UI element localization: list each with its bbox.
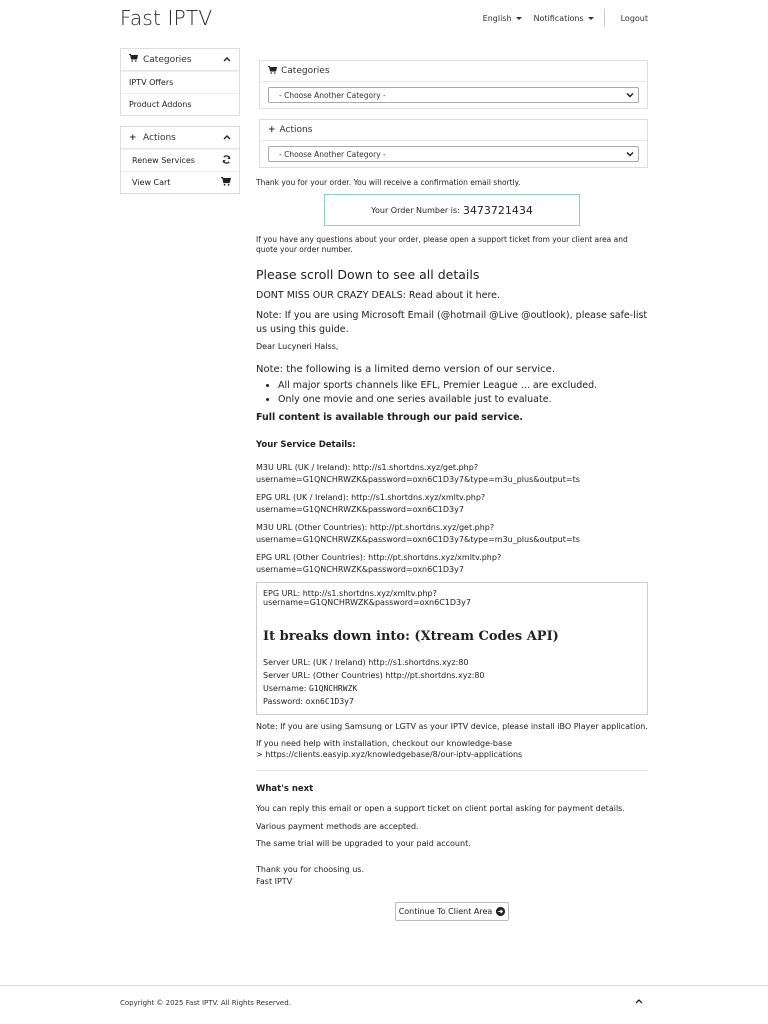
full-content-text: Full content is available through our paid service. bbox=[256, 412, 524, 423]
server-url-other: Server URL: (Other Countries) http://pt.shortdns.xyz:80 bbox=[263, 671, 485, 680]
footer bbox=[0, 985, 768, 1024]
thanks-text: Thank you for choosing us. bbox=[256, 865, 365, 874]
sidebar-item-view-cart[interactable] bbox=[121, 171, 239, 193]
xtream-codes-box bbox=[256, 582, 648, 715]
cart-icon bbox=[129, 54, 139, 65]
chevron-up-icon[interactable] bbox=[223, 133, 231, 142]
cart-icon bbox=[221, 177, 231, 189]
chevron-up-icon[interactable] bbox=[223, 55, 231, 64]
m3u-url-uk: M3U URL (UK / Ireland): http://s1.shortdns.xyz/get.php?username=G1QNCHRWZK&password=oxn6C1D3y7&type=m3u_plus&output=ts bbox=[256, 463, 580, 484]
actions-panel-title: Actions bbox=[279, 125, 313, 135]
username-value: G1QNCHRWZK bbox=[309, 684, 358, 693]
language-label: English bbox=[482, 13, 512, 23]
epg-url-other: EPG URL (Other Countries): http://pt.shortdns.xyz/xmltv.php?username=G1QNCHRWZK&password=oxn6C1D3y7 bbox=[256, 553, 502, 574]
knowledge-base-link[interactable]: > https://clients.easyip.xyz/knowledgebase/8/our-iptv-applications bbox=[256, 750, 523, 759]
refresh-icon bbox=[222, 155, 231, 167]
order-number-box bbox=[324, 194, 580, 226]
sidebar bbox=[120, 48, 240, 204]
chevron-up-icon[interactable] bbox=[635, 997, 643, 1006]
scroll-heading: Please scroll Down to see all details bbox=[256, 267, 480, 282]
action-select-value: - Choose Another Category - bbox=[279, 149, 386, 159]
epg-url-uk: EPG URL (UK / Ireland): http://s1.shortdns.xyz/xmltv.php?username=G1QNCHRWZK&password=oxn6C1D3y7 bbox=[256, 493, 486, 514]
copyright-text: Copyright © 2025 Fast IPTV. All Rights Reserved. bbox=[120, 999, 291, 1007]
sidebar-item-product-addons[interactable] bbox=[121, 93, 239, 115]
demo-limitations-list bbox=[278, 379, 648, 407]
plus-icon: + bbox=[268, 125, 276, 135]
sidebar-item-label: IPTV Offers bbox=[129, 78, 174, 87]
sidebar-item-label: Renew Services bbox=[132, 156, 195, 165]
categories-panel bbox=[259, 60, 648, 109]
service-details-title: Your Service Details: bbox=[256, 440, 356, 450]
sidebar-item-iptv-offers[interactable] bbox=[121, 71, 239, 93]
help-line-1: If you need help with installation, checkout our knowledge-base bbox=[256, 739, 513, 748]
notifications-label: Notifications bbox=[533, 13, 584, 23]
category-select[interactable] bbox=[268, 87, 639, 103]
chevron-down-icon bbox=[626, 149, 634, 162]
payment-methods-text: Various payment methods are accepted. bbox=[256, 822, 419, 831]
categories-panel-header bbox=[260, 61, 647, 82]
cart-icon bbox=[268, 66, 277, 77]
samsung-note: Note: If you are using Samsung or LGTV as your IPTV device, please install iBO Player application. bbox=[256, 722, 648, 731]
sidebar-categories-panel bbox=[120, 48, 240, 116]
thank-you-text: Thank you for your order. You will receive a confirmation email shortly. bbox=[256, 178, 521, 187]
actions-panel-header bbox=[260, 120, 647, 141]
category-select-value: - Choose Another Category - bbox=[279, 90, 386, 100]
order-details bbox=[256, 267, 648, 888]
demo-note: Note: the following is a limited demo version of our service. bbox=[256, 364, 555, 375]
upgrade-text: The same trial will be upgraded to your paid account. bbox=[256, 839, 471, 848]
whats-next-title: What's next bbox=[256, 784, 314, 794]
xtream-heading: It breaks down into: (Xtream Codes API) bbox=[263, 629, 559, 644]
logout-link[interactable]: Logout bbox=[620, 13, 648, 23]
plus-icon: + bbox=[129, 132, 137, 143]
chevron-down-icon bbox=[588, 17, 594, 20]
continue-button-label: Continue To Client Area bbox=[398, 907, 493, 916]
chevron-down-icon bbox=[626, 90, 634, 103]
signoff-text: Fast IPTV bbox=[256, 877, 293, 886]
sidebar-item-label: Product Addons bbox=[129, 100, 192, 109]
order-number-label: Your Order Number is: bbox=[371, 205, 460, 215]
username-label: Username: bbox=[263, 684, 307, 693]
action-select[interactable] bbox=[268, 146, 639, 162]
top-nav bbox=[471, 8, 648, 28]
main-content bbox=[256, 60, 648, 888]
reply-text: You can reply this email or open a support ticket on client portal asking for payment details. bbox=[256, 804, 625, 813]
notifications-menu[interactable] bbox=[534, 14, 594, 23]
questions-text: If you have any questions about your order, please open a support ticket from your client area and quote your order number. bbox=[256, 235, 628, 254]
actions-panel bbox=[259, 119, 648, 168]
brand-logo[interactable]: Fast IPTV bbox=[120, 6, 213, 30]
header bbox=[0, 0, 768, 38]
order-number: 3473721434 bbox=[462, 203, 533, 217]
continue-to-client-area-button[interactable] bbox=[395, 902, 509, 921]
sidebar-actions-header[interactable] bbox=[121, 127, 239, 149]
sidebar-categories-header[interactable] bbox=[121, 49, 239, 71]
categories-panel-title: Categories bbox=[281, 66, 330, 76]
greeting: Dear Lucyneri Halss, bbox=[256, 342, 339, 351]
m3u-url-other: M3U URL (Other Countries): http://pt.shortdns.xyz/get.php?username=G1QNCHRWZK&password=oxn6C1D3y7&type=m3u_plus&output=ts bbox=[256, 523, 580, 544]
sidebar-categories-title: Categories bbox=[143, 54, 192, 65]
sidebar-actions-panel bbox=[120, 126, 240, 194]
microsoft-note: Note: If you are using Microsoft Email (@hotmail @Live @outlook), please safe-list us using this guide. bbox=[256, 310, 648, 335]
password-label: Password: bbox=[263, 697, 304, 706]
password-value: oxn6C1D3y7 bbox=[305, 697, 354, 706]
nav-divider bbox=[604, 9, 605, 27]
password-row bbox=[263, 695, 641, 708]
sidebar-item-renew-services[interactable] bbox=[121, 149, 239, 171]
sidebar-item-label: View Cart bbox=[132, 178, 171, 187]
epg-url-line: EPG URL: http://s1.shortdns.xyz/xmltv.php?username=G1QNCHRWZK&password=oxn6C1D3y7 bbox=[263, 589, 471, 607]
divider bbox=[256, 770, 648, 771]
server-url-uk: Server URL: (UK / Ireland) http://s1.shortdns.xyz:80 bbox=[263, 658, 469, 667]
language-menu[interactable] bbox=[483, 14, 522, 23]
list-item: • Only one movie and one series available just to evaluate. bbox=[278, 393, 648, 407]
sidebar-actions-title: Actions bbox=[143, 132, 176, 143]
chevron-down-icon bbox=[516, 17, 522, 20]
username-row bbox=[263, 682, 641, 695]
arrow-circle-right-icon bbox=[496, 907, 505, 916]
crazy-deals-text: DONT MISS OUR CRAZY DEALS: Read about it here. bbox=[256, 290, 501, 301]
list-item: • All major sports channels like EFL, Premier League ... are excluded. bbox=[278, 379, 648, 393]
